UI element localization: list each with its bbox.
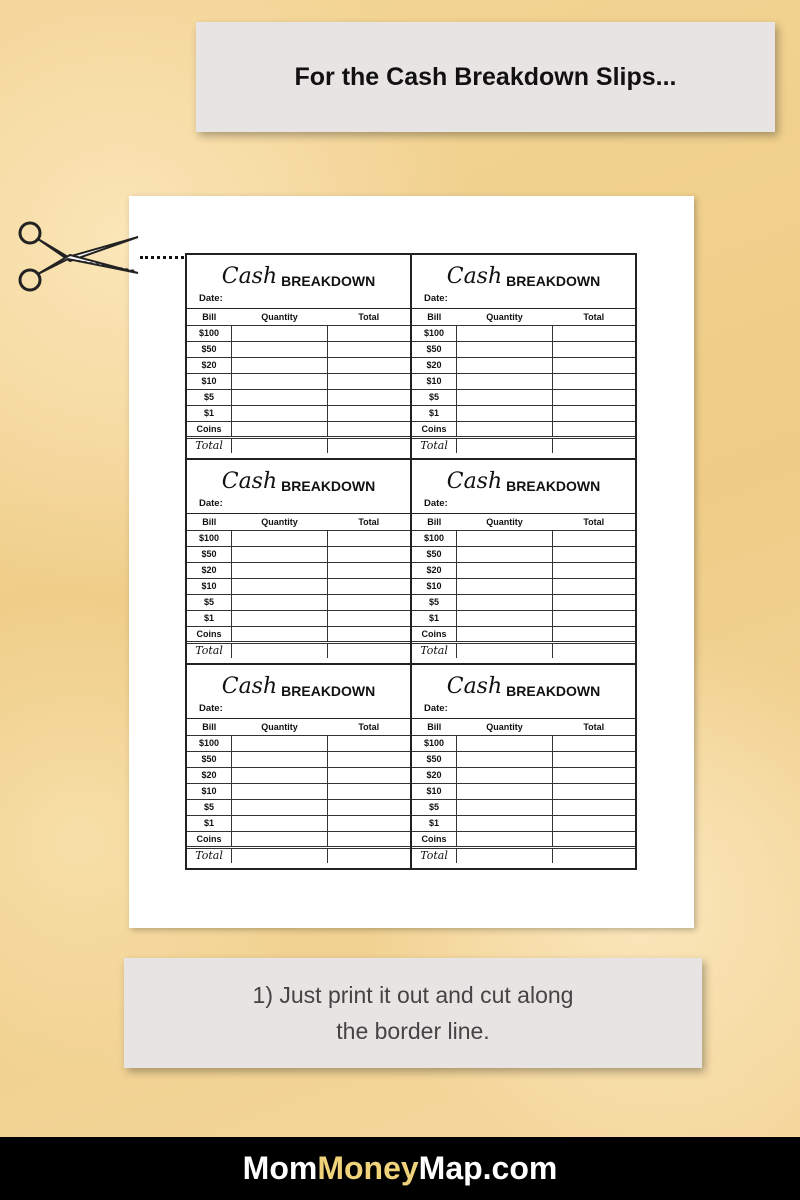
- col-bill: Bill: [412, 309, 457, 325]
- quantity-cell[interactable]: [232, 421, 328, 437]
- total-quantity-cell[interactable]: [457, 437, 553, 453]
- total-cell[interactable]: [552, 751, 635, 767]
- bill-label: $20: [187, 562, 232, 578]
- header-title: For the Cash Breakdown Slips...: [294, 62, 677, 91]
- table-row: [187, 626, 410, 642]
- total-cell[interactable]: [327, 325, 410, 341]
- slip-title: [412, 460, 635, 498]
- total-cell[interactable]: [327, 389, 410, 405]
- bill-label: $50: [412, 751, 457, 767]
- total-cell[interactable]: [327, 421, 410, 437]
- quantity-cell[interactable]: [457, 530, 553, 546]
- bill-label: Coins: [412, 626, 457, 642]
- col-total: Total: [552, 309, 635, 325]
- quantity-cell[interactable]: [232, 357, 328, 373]
- cut-line: [140, 256, 184, 259]
- col-total: Total: [552, 719, 635, 735]
- total-cell[interactable]: [327, 626, 410, 642]
- slip-title: [187, 460, 410, 498]
- table-row: [412, 562, 635, 578]
- bill-label: $1: [187, 405, 232, 421]
- quantity-cell[interactable]: [232, 389, 328, 405]
- total-cell[interactable]: [552, 530, 635, 546]
- quantity-cell[interactable]: [457, 373, 553, 389]
- quantity-cell[interactable]: [457, 357, 553, 373]
- total-cell[interactable]: [552, 799, 635, 815]
- quantity-cell[interactable]: [457, 831, 553, 847]
- grand-total-cell[interactable]: [327, 437, 410, 453]
- total-cell[interactable]: [327, 562, 410, 578]
- bill-label: $1: [187, 815, 232, 831]
- title-word: BREAKDOWN: [506, 683, 601, 699]
- col-bill: Bill: [187, 309, 232, 325]
- total-cell[interactable]: [327, 546, 410, 562]
- total-cell[interactable]: [327, 341, 410, 357]
- quantity-cell[interactable]: [457, 767, 553, 783]
- title-script: Cash: [221, 674, 278, 699]
- table-row: [187, 421, 410, 437]
- table-row: [412, 626, 635, 642]
- bill-label: $10: [187, 783, 232, 799]
- bill-label: $1: [412, 610, 457, 626]
- total-label: Total: [420, 439, 448, 453]
- slip-title: [187, 255, 410, 293]
- bill-label: $1: [187, 610, 232, 626]
- slip-title: [412, 255, 635, 293]
- total-label: Total: [195, 439, 223, 453]
- total-cell[interactable]: [327, 405, 410, 421]
- bill-label: $1: [412, 815, 457, 831]
- quantity-cell[interactable]: [457, 421, 553, 437]
- grand-total-cell[interactable]: [552, 847, 635, 863]
- total-cell[interactable]: [552, 546, 635, 562]
- col-quantity: Quantity: [457, 719, 553, 735]
- quantity-cell[interactable]: [457, 341, 553, 357]
- quantity-cell[interactable]: [232, 751, 328, 767]
- quantity-cell[interactable]: [457, 815, 553, 831]
- quantity-cell[interactable]: [232, 783, 328, 799]
- total-quantity-cell[interactable]: [457, 847, 553, 863]
- total-cell[interactable]: [552, 578, 635, 594]
- total-quantity-cell[interactable]: [232, 437, 328, 453]
- bill-label: $50: [187, 751, 232, 767]
- cash-breakdown-slip: [411, 664, 636, 869]
- bill-label: $5: [412, 799, 457, 815]
- quantity-cell[interactable]: [232, 325, 328, 341]
- table-row: [412, 546, 635, 562]
- total-label: Total: [420, 849, 448, 863]
- bill-label: $50: [187, 341, 232, 357]
- date-field[interactable]: [412, 703, 635, 719]
- total-row: [412, 847, 635, 863]
- total-label: Total: [195, 849, 223, 863]
- total-cell[interactable]: [327, 783, 410, 799]
- total-cell[interactable]: [552, 405, 635, 421]
- date-label: Date:: [199, 498, 223, 509]
- total-cell[interactable]: [552, 421, 635, 437]
- quantity-cell[interactable]: [232, 594, 328, 610]
- date-label: Date:: [199, 703, 223, 714]
- title-word: BREAKDOWN: [281, 273, 376, 289]
- table-row: [412, 405, 635, 421]
- brand-part-3: Map.com: [418, 1150, 558, 1186]
- total-cell[interactable]: [327, 357, 410, 373]
- quantity-cell[interactable]: [457, 751, 553, 767]
- table-row: [187, 325, 410, 341]
- table-row: [187, 578, 410, 594]
- bill-label: $10: [187, 373, 232, 389]
- total-row: [412, 437, 635, 453]
- total-row: [187, 642, 410, 658]
- table-row: [187, 594, 410, 610]
- cash-breakdown-slip: [411, 459, 636, 664]
- bill-label: $100: [187, 530, 232, 546]
- table-row: [412, 767, 635, 783]
- date-label: Date:: [424, 703, 448, 714]
- total-cell[interactable]: [552, 389, 635, 405]
- table-row: [412, 341, 635, 357]
- col-bill: Bill: [412, 719, 457, 735]
- total-label: Total: [420, 644, 448, 658]
- quantity-cell[interactable]: [457, 389, 553, 405]
- slip-title: [187, 665, 410, 703]
- quantity-cell[interactable]: [232, 405, 328, 421]
- header-row: [187, 719, 410, 735]
- table-row: [187, 783, 410, 799]
- cash-breakdown-slip: [186, 664, 411, 869]
- date-label: Date:: [424, 293, 448, 304]
- table-row: [412, 530, 635, 546]
- bill-label: Coins: [187, 831, 232, 847]
- table-row: [412, 831, 635, 847]
- grand-total-cell[interactable]: [327, 642, 410, 658]
- bill-label: $100: [412, 530, 457, 546]
- date-field[interactable]: [187, 498, 410, 514]
- bill-label: Coins: [412, 421, 457, 437]
- quantity-cell[interactable]: [457, 578, 553, 594]
- total-cell[interactable]: [552, 815, 635, 831]
- date-field[interactable]: [187, 293, 410, 309]
- total-cell[interactable]: [552, 341, 635, 357]
- bill-label: Coins: [187, 626, 232, 642]
- scissors-icon: [8, 215, 140, 300]
- total-cell[interactable]: [552, 767, 635, 783]
- title-script: Cash: [446, 264, 503, 289]
- bill-label: $5: [412, 594, 457, 610]
- col-total: Total: [552, 514, 635, 530]
- table-row: [187, 831, 410, 847]
- header-row: [187, 514, 410, 530]
- grand-total-cell[interactable]: [552, 642, 635, 658]
- quantity-cell[interactable]: [457, 405, 553, 421]
- total-row: [187, 847, 410, 863]
- col-bill: Bill: [187, 719, 232, 735]
- bill-label: $50: [412, 546, 457, 562]
- table-row: [187, 735, 410, 751]
- table-row: [187, 389, 410, 405]
- quantity-cell[interactable]: [457, 783, 553, 799]
- table-row: [412, 357, 635, 373]
- header-row: [412, 719, 635, 735]
- quantity-cell[interactable]: [232, 341, 328, 357]
- title-script: Cash: [446, 674, 503, 699]
- quantity-cell[interactable]: [457, 594, 553, 610]
- table-row: [412, 389, 635, 405]
- total-cell[interactable]: [552, 831, 635, 847]
- col-quantity: Quantity: [457, 514, 553, 530]
- table-row: [412, 325, 635, 341]
- total-cell[interactable]: [552, 594, 635, 610]
- total-cell[interactable]: [552, 325, 635, 341]
- brand-part-1: Mom: [242, 1150, 318, 1186]
- bill-label: $100: [412, 325, 457, 341]
- total-cell[interactable]: [552, 562, 635, 578]
- quantity-cell[interactable]: [232, 530, 328, 546]
- slip-title: [412, 665, 635, 703]
- quantity-cell[interactable]: [232, 831, 328, 847]
- date-field[interactable]: [412, 293, 635, 309]
- table-row: [187, 562, 410, 578]
- total-label: Total: [195, 644, 223, 658]
- bill-label: $10: [187, 578, 232, 594]
- table-row: [412, 815, 635, 831]
- table-row: [412, 783, 635, 799]
- col-bill: Bill: [187, 514, 232, 530]
- quantity-cell[interactable]: [232, 373, 328, 389]
- quantity-cell[interactable]: [232, 610, 328, 626]
- total-cell[interactable]: [327, 578, 410, 594]
- bill-label: $10: [412, 578, 457, 594]
- total-cell[interactable]: [327, 831, 410, 847]
- total-cell[interactable]: [327, 530, 410, 546]
- bill-label: $100: [187, 735, 232, 751]
- title-script: Cash: [221, 469, 278, 494]
- bill-label: $20: [187, 767, 232, 783]
- col-total: Total: [327, 514, 410, 530]
- total-cell[interactable]: [552, 626, 635, 642]
- table-row: [187, 357, 410, 373]
- total-cell[interactable]: [327, 735, 410, 751]
- table-row: [412, 735, 635, 751]
- footer-brand: [0, 1137, 800, 1200]
- quantity-cell[interactable]: [232, 735, 328, 751]
- table-row: [412, 610, 635, 626]
- quantity-cell[interactable]: [232, 799, 328, 815]
- bill-label: $5: [412, 389, 457, 405]
- title-script: Cash: [221, 264, 278, 289]
- bill-label: $20: [412, 357, 457, 373]
- total-cell[interactable]: [327, 610, 410, 626]
- bill-label: $20: [412, 767, 457, 783]
- table-row: [412, 421, 635, 437]
- bill-label: $50: [412, 341, 457, 357]
- col-quantity: Quantity: [232, 719, 328, 735]
- quantity-cell[interactable]: [457, 546, 553, 562]
- quantity-cell[interactable]: [232, 767, 328, 783]
- col-quantity: Quantity: [232, 514, 328, 530]
- quantity-cell[interactable]: [232, 626, 328, 642]
- total-quantity-cell[interactable]: [457, 642, 553, 658]
- header-row: [412, 514, 635, 530]
- quantity-cell[interactable]: [457, 562, 553, 578]
- bill-label: $100: [187, 325, 232, 341]
- quantity-cell[interactable]: [232, 562, 328, 578]
- total-cell[interactable]: [327, 799, 410, 815]
- table-row: [187, 815, 410, 831]
- brand-part-2: Money: [317, 1150, 419, 1186]
- header-banner: [196, 22, 775, 132]
- bill-label: $20: [187, 357, 232, 373]
- bill-label: $10: [412, 783, 457, 799]
- col-quantity: Quantity: [457, 309, 553, 325]
- table-row: [187, 610, 410, 626]
- bill-label: $5: [187, 389, 232, 405]
- table-row: [187, 799, 410, 815]
- bill-label: $5: [187, 594, 232, 610]
- total-cell[interactable]: [552, 610, 635, 626]
- total-cell[interactable]: [327, 767, 410, 783]
- title-word: BREAKDOWN: [506, 273, 601, 289]
- bill-label: $20: [412, 562, 457, 578]
- date-field[interactable]: [187, 703, 410, 719]
- quantity-cell[interactable]: [232, 546, 328, 562]
- instruction-line-1: 1) Just print it out and cut along: [252, 982, 574, 1008]
- total-cell[interactable]: [327, 751, 410, 767]
- total-cell[interactable]: [552, 735, 635, 751]
- col-bill: Bill: [412, 514, 457, 530]
- title-word: BREAKDOWN: [281, 478, 376, 494]
- date-label: Date:: [424, 498, 448, 509]
- total-quantity-cell[interactable]: [232, 847, 328, 863]
- quantity-cell[interactable]: [457, 626, 553, 642]
- bill-label: $10: [412, 373, 457, 389]
- quantity-cell[interactable]: [457, 325, 553, 341]
- bill-label: Coins: [412, 831, 457, 847]
- quantity-cell[interactable]: [457, 799, 553, 815]
- bill-label: Coins: [187, 421, 232, 437]
- instruction-banner: [124, 958, 702, 1068]
- total-cell[interactable]: [552, 357, 635, 373]
- table-row: [412, 594, 635, 610]
- table-row: [187, 373, 410, 389]
- grand-total-cell[interactable]: [327, 847, 410, 863]
- total-row: [187, 437, 410, 453]
- total-cell[interactable]: [327, 373, 410, 389]
- total-row: [412, 642, 635, 658]
- title-script: Cash: [446, 469, 503, 494]
- table-row: [412, 799, 635, 815]
- grand-total-cell[interactable]: [552, 437, 635, 453]
- bill-label: $1: [412, 405, 457, 421]
- total-cell[interactable]: [552, 373, 635, 389]
- total-quantity-cell[interactable]: [232, 642, 328, 658]
- bill-label: $5: [187, 799, 232, 815]
- title-word: BREAKDOWN: [506, 478, 601, 494]
- total-cell[interactable]: [327, 815, 410, 831]
- instruction-line-2: the border line.: [336, 1018, 490, 1044]
- quantity-cell[interactable]: [457, 735, 553, 751]
- col-quantity: Quantity: [232, 309, 328, 325]
- table-row: [187, 546, 410, 562]
- cash-breakdown-slip: [411, 254, 636, 459]
- cash-breakdown-slip: [186, 459, 411, 664]
- title-word: BREAKDOWN: [281, 683, 376, 699]
- total-cell[interactable]: [552, 783, 635, 799]
- quantity-cell[interactable]: [457, 610, 553, 626]
- date-label: Date:: [199, 293, 223, 304]
- table-row: [187, 405, 410, 421]
- header-row: [187, 309, 410, 325]
- table-row: [412, 373, 635, 389]
- quantity-cell[interactable]: [232, 815, 328, 831]
- bill-label: $100: [412, 735, 457, 751]
- date-field[interactable]: [412, 498, 635, 514]
- table-row: [187, 530, 410, 546]
- col-total: Total: [327, 719, 410, 735]
- quantity-cell[interactable]: [232, 578, 328, 594]
- bill-label: $50: [187, 546, 232, 562]
- table-row: [187, 751, 410, 767]
- table-row: [187, 767, 410, 783]
- cash-breakdown-slip: [186, 254, 411, 459]
- header-row: [412, 309, 635, 325]
- table-row: [187, 341, 410, 357]
- table-row: [412, 578, 635, 594]
- col-total: Total: [327, 309, 410, 325]
- slip-grid: [185, 253, 637, 870]
- total-cell[interactable]: [327, 594, 410, 610]
- table-row: [412, 751, 635, 767]
